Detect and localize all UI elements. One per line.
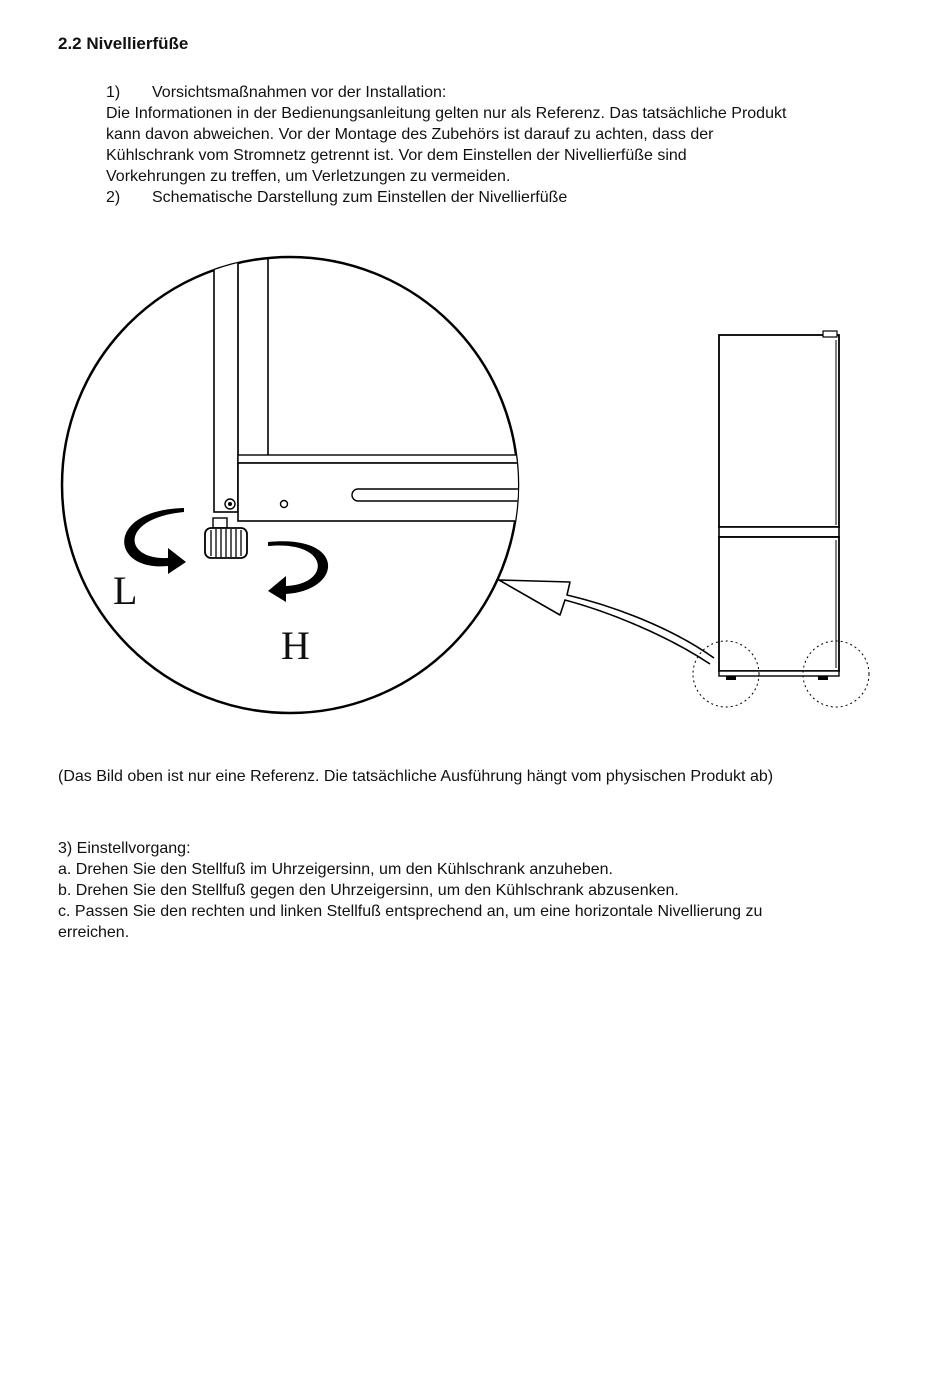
label-lower: L: [113, 568, 138, 613]
intro-block: [106, 82, 906, 208]
procedure-step-c: c. Passen Sie den rechten und linken Stellfuß entsprechend an, um eine horizontale Nivellierung zu erreichen.: [58, 903, 763, 941]
procedure-step-b: b. Drehen Sie den Stellfuß gegen den Uhrzeigersinn, um den Kühlschrank abzusenken.: [58, 882, 679, 899]
refrigerator-icon: [719, 331, 839, 680]
leveling-feet-diagram: [0, 250, 950, 730]
item-2-title: Schematische Darstellung zum Einstellen der Nivellierfüße: [152, 189, 568, 206]
procedure-title: 3) Einstellvorgang:: [58, 840, 191, 857]
item-2-number: 2): [106, 189, 121, 206]
pointer-arrow-icon: [499, 580, 714, 664]
item-1-title: Vorsichtsmaßnahmen vor der Installation:: [152, 84, 447, 101]
intro-item-2: [106, 187, 906, 208]
label-higher: H: [281, 623, 310, 668]
procedure-step-a: a. Drehen Sie den Stellfuß im Uhrzeigersinn, um den Kühlschrank anzuheben.: [58, 861, 613, 878]
item-1-number: 1): [106, 84, 121, 101]
intro-item-1: [106, 82, 906, 103]
intro-paragraph: Die Informationen in der Bedienungsanleitung gelten nur als Referenz. Das tatsächliche Produkt kann davon abweichen. Vor der Montage des Zubehörs ist darauf zu achten, dass der Kühlschrank vom Stromnetz getrennt ist. Vor dem Einstellen der Nivellierfüße sind Vorkehrungen zu treffen, um Verletzungen zu vermeiden.: [106, 105, 787, 185]
section-title: 2.2 Nivellierfüße: [58, 34, 189, 53]
procedure-block: [58, 838, 898, 943]
figure-caption: (Das Bild oben ist nur eine Referenz. Die tatsächliche Ausführung hängt vom physischen Produkt ab): [58, 768, 774, 785]
